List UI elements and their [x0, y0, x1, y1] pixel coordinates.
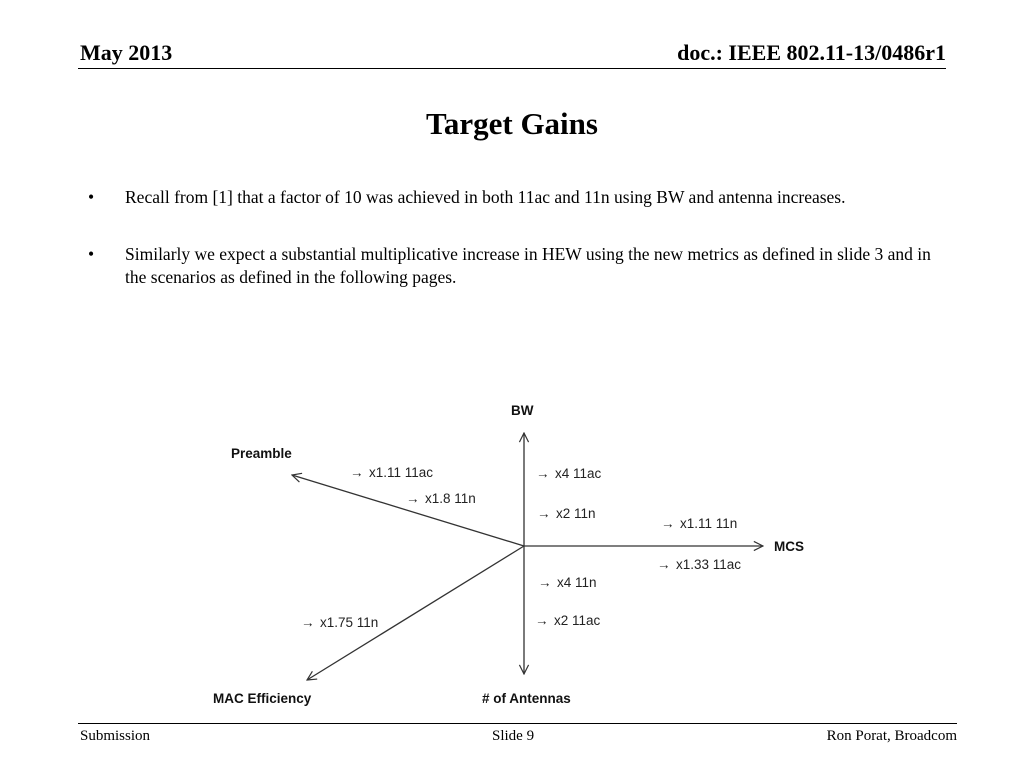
preamble-axis-label: Preamble: [231, 446, 292, 461]
header-date: May 2013: [80, 40, 173, 65]
arrow-icon: →: [538, 575, 552, 590]
mcs-axis-label: MCS: [774, 539, 804, 554]
footer-slide-number: Slide 9: [492, 728, 535, 744]
gain-preamble-11ac: x1.11 11ac: [369, 465, 434, 480]
bullet-dot: •: [88, 187, 95, 207]
bullet-text: Recall from [1] that a factor of 10 was achieved in both 11ac and 11n using BW and antenna increases.: [125, 187, 846, 207]
arrow-icon: →: [301, 615, 315, 630]
footer-rule: [78, 723, 957, 724]
gain-mac-11n: x1.75 11n: [320, 615, 379, 630]
gain-bw-11ac: x4 11ac: [555, 466, 602, 481]
antennas-axis-label: # of Antennas: [482, 691, 571, 706]
arrow-icon: →: [350, 465, 364, 480]
bullet-dot: •: [88, 244, 95, 264]
gain-mcs-11n: x1.11 11n: [680, 516, 738, 531]
arrow-icon: →: [537, 506, 551, 521]
gain-mcs-11ac: x1.33 11ac: [676, 557, 742, 572]
gain-bw-11n: x2 11n: [556, 506, 596, 521]
slide-title: Target Gains: [426, 106, 598, 141]
mac-efficiency-axis-line: [307, 546, 524, 680]
gain-preamble-11n: x1.8 11n: [425, 491, 476, 506]
arrow-icon: →: [657, 557, 671, 572]
preamble-axis-line: [292, 475, 524, 546]
footer-submission: Submission: [80, 728, 151, 744]
gain-antennas-11ac: x2 11ac: [554, 613, 601, 628]
arrow-icon: →: [535, 613, 549, 628]
gain-antennas-11n: x4 11n: [557, 575, 597, 590]
mac-efficiency-axis-label: MAC Efficiency: [213, 691, 312, 706]
bullet-text: Similarly we expect a substantial multiplicative increase in HEW using the new metrics as defined in slide 3 and in the scenarios as defined in the following pages.: [125, 244, 931, 287]
arrow-icon: →: [536, 466, 550, 481]
header-doc-id: doc.: IEEE 802.11-13/0486r1: [677, 40, 946, 65]
arrow-icon: →: [406, 491, 420, 506]
arrow-icon: →: [661, 516, 675, 531]
footer-author: Ron Porat, Broadcom: [826, 728, 957, 744]
bw-axis-label: BW: [511, 403, 534, 418]
